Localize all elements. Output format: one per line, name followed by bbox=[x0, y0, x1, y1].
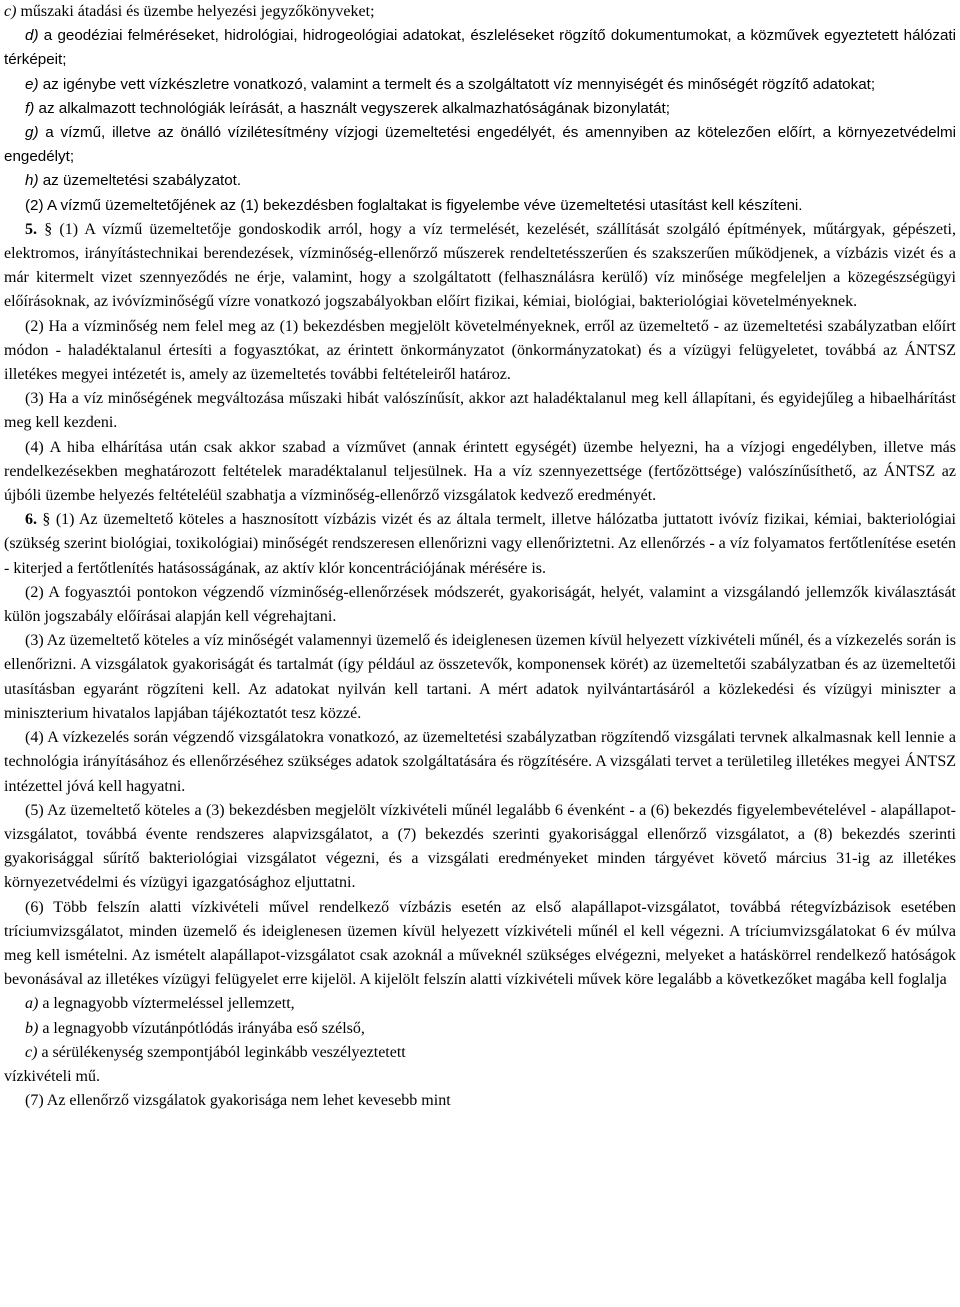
item-label: f) bbox=[25, 99, 35, 117]
section-6-3 bbox=[4, 629, 956, 726]
section-6-4 bbox=[4, 726, 956, 799]
list-closing bbox=[4, 1065, 956, 1089]
item-c-title bbox=[4, 0, 956, 24]
section-6-5 bbox=[4, 799, 956, 896]
item-e-water-data bbox=[4, 73, 956, 97]
paragraph-text: (3) Ha a víz minőségének megváltozása műszaki hibát valószínűsít, akkor azt haladéktalanul meg kell állapítani, és egyidejűleg a hibaelhárítást meg kell kezdeni. bbox=[4, 390, 956, 432]
item-label: c) bbox=[4, 3, 17, 20]
list-item-a bbox=[4, 992, 956, 1016]
section-6-7 bbox=[4, 1089, 956, 1113]
paragraph-text: (2) A vízmű üzemeltetőjének az (1) bekezdésben foglaltakat is figyelembe véve üzemeltetési utasítást kell készíteni. bbox=[25, 196, 803, 214]
item-text: a sérülékenység szempontjából leginkább veszélyeztetett bbox=[37, 1043, 406, 1061]
section-number: 6. bbox=[25, 511, 37, 529]
paragraph-text: (4) A hiba elhárítása után csak akkor szabad a vízművet (annak érintett egységét) üzembe helyezni, ha a vízjogi engedélyben, illetve más rendelkezésekben meghatározott feltételek maradéktalanul teljesülnek. Ha a víz szennyezettsége (fertőzöttsége) valószínűsíthető, az ÁNTSZ az újbóli üzembe helyezés feltételéül szabhatja a vízminőség-ellenőrző vizsgálatok kedvező eredményét. bbox=[4, 438, 956, 505]
section-6-2 bbox=[4, 581, 956, 629]
paragraph-text: (3) Az üzemeltető köteles a víz minőségét valamennyi üzemelő és ideiglenesen üzemen kívül helyezett vízkivételi műnél, és a vízkezelés során is ellenőrizni. A vizsgálatok gyakoriságát és tartalmát (így például az összetevők, komponensek körét) az üzemeltetői szabályzatban és az üzemeltetői utasításban egyaránt rögzíteni kell. Az adatokat nyilván kell tartani. A mért adatok nyilvántartásáról a közlekedési és vízügyi miniszter a miniszterium hivatalos lapjában tájékoztatót tesz közzé. bbox=[4, 632, 956, 722]
item-f-technologies bbox=[4, 97, 956, 121]
section-6-1 bbox=[4, 508, 956, 581]
paragraph-text: vízkivételi mű. bbox=[4, 1067, 100, 1085]
item-text: a geodéziai felméréseket, hidrológiai, hidrogeológiai adatokat, észleléseket rögzítő dokumentumokat, a közművek egyeztetett hálózati térképeit; bbox=[4, 27, 956, 69]
item-text: a vízmű, illetve az önálló vízilétesítmény vízjogi üzemeltetési engedélyét, és amennyiben az kötelezően előírt, a környezetvédelmi engedélyt; bbox=[4, 124, 956, 166]
item-label: a) bbox=[25, 995, 39, 1013]
item-g-permits bbox=[4, 121, 956, 169]
section-5-2 bbox=[4, 315, 956, 388]
item-text: az üzemeltetési szabályzatot. bbox=[38, 172, 242, 190]
paragraph-text: (7) Az ellenőrző vizsgálatok gyakorisága nem lehet kevesebb mint bbox=[25, 1092, 451, 1110]
item-label: e) bbox=[25, 75, 39, 93]
paragraph-text: (6) Több felszín alatti vízkivételi művel rendelkező vízbázis esetén az első alapállapot-vizsgálatot, továbbá rétegvízbázisok esetében tríciumvizsgálatot, minden üzemelő és ideiglenesen üzemen kívül helyezett vízkivételi műnél el kell végezni. A tríciumvizsgálatokat 6 év múlva meg kell ismételni. Az ismételt alapállapot-vizsgálatot csak azoknál a műveknél szükséges elvégezni, melyeket a hatáskörrel rendelkező hatóságok bevonásával az illetékes vízügyi felügyelet erre kijelöl. A kijelölt felszín alatti vízkivételi művek köre legalább a következőket magába kell foglalja bbox=[4, 898, 956, 989]
item-h-regulations bbox=[4, 169, 956, 193]
list-item-b bbox=[4, 1017, 956, 1041]
item-d-surveys bbox=[4, 24, 956, 72]
item-label: c) bbox=[25, 1043, 38, 1061]
item-label: b) bbox=[25, 1019, 39, 1037]
item-label: h) bbox=[25, 172, 39, 190]
section-5-1 bbox=[4, 218, 956, 315]
paragraph-text: (4) A vízkezelés során végzendő vizsgálatokra vonatkozó, az üzemeltetési szabályzatban rögzítendő vizsgálati tervnek alkalmasnak kell lennie a technológia irányításához és ellenőrzéséhez szükséges adatok szolgáltatására és rögzítésére. A vizsgálati tervet a területileg illetékes megyei ÁNTSZ intézettel jóvá kell hagyatni. bbox=[4, 729, 956, 795]
item-text: a legnagyobb vízutánpótlódás irányába eső szélső, bbox=[38, 1019, 365, 1037]
section-5-4 bbox=[4, 436, 956, 509]
paragraph-text: § (1) Az üzemeltető köteles a hasznosított vízbázis vizét és az általa termelt, illetve hálózatba juttatott ivóvíz fizikai, kémiai, bakteriológiai (szükség szerint biológiai, toxikológiai) minőségét rendszeresen ellenőrizni vagy ellenőriztetni. Az ellenőrzés - a víz folyamatos fertőtlenítése esetén - kiterjed a fertőtlenítés hatásosságának, az aktív klór koncentrációjának mérésére is. bbox=[4, 511, 956, 577]
item-label: g) bbox=[25, 124, 39, 142]
list-item-c bbox=[4, 1041, 956, 1065]
section-6-6 bbox=[4, 896, 956, 993]
paragraph-text: § (1) A vízmű üzemeltetője gondoskodik arról, hogy a víz termelését, kezelését, szállítását szolgáló építmények, műtárgyak, gépészeti, elektromos, irányítástechnikai berendezések, vízminőség-ellenőrző műszerek rendeltetésszerűen és szakszerűen működjenek, a vízbázis vizét és a már kitermelt vizet szennyeződés ne érje, valamint, hogy a szolgáltatott (felhasználásra kerülő) víz minősége megfeleljen a közegészségügyi előírásoknak, az ivóvízminőségű vízre vonatkozó jogszabályokban előírt fizikai, kémiai, biológiai, bakteriológiai követelményeknek. bbox=[4, 220, 956, 311]
item-label: d) bbox=[25, 27, 39, 45]
section-number: 5. bbox=[25, 220, 37, 238]
section-5-3 bbox=[4, 387, 956, 435]
item-text: az igénybe vett vízkészletre vonatkozó, valamint a termelt és a szolgáltatott víz mennyiségét és minőségét rögzítő adatokat; bbox=[38, 75, 876, 93]
paragraph-text: (2) Ha a vízminőség nem felel meg az (1) bekezdésben megjelölt követelményeknek, erről az üzemeltető - az üzemeltetési szabályzatban előírt módon - haladéktalanul értesíti a fogyasztókat, az érintett önkormányzatot (önkormányzatokat) és a vízügyi felügyeletet, továbbá az ÁNTSZ illetékes megyei intézetét is, amely az üzemeltetés további feltételeiről határoz. bbox=[4, 317, 956, 384]
paragraph-4-2 bbox=[4, 194, 956, 218]
paragraph-text: (5) Az üzemeltető köteles a (3) bekezdésben megjelölt vízkivételi műnél legalább 6 évenként - a (6) bekezdés figyelembevételével - alapállapot-vizsgálatot, továbbá évente rendszeres alapvizsgálatot, a (7) bekezdés szerinti gyakorisággal ellenőrző vizsgálatot, a (8) bekezdés szerinti gyakorisággal sűrítő bakteriológiai vizsgálatot végezni, és a vizsgálati eredményeket minden tárgyévet követő március 31-ig az illetékes környezetvédelmi és vízügyi igazgatósághoz eljuttatni. bbox=[4, 801, 956, 892]
item-text: az alkalmazott technológiák leírását, a használt vegyszerek alkalmazhatóságának bizonylatát; bbox=[34, 99, 670, 117]
item-text: műszaki átadási és üzembe helyezési jegyzőkönyveket; bbox=[16, 3, 375, 20]
paragraph-text: (2) A fogyasztói pontokon végzendő vízminőség-ellenőrzések módszerét, gyakoriságát, helyét, valamint a vizsgálandó jellemzők kiválasztását külön jogszabály előírásai alapján kell végrehajtani. bbox=[4, 583, 956, 626]
item-text: a legnagyobb víztermeléssel jellemzett, bbox=[38, 995, 295, 1013]
